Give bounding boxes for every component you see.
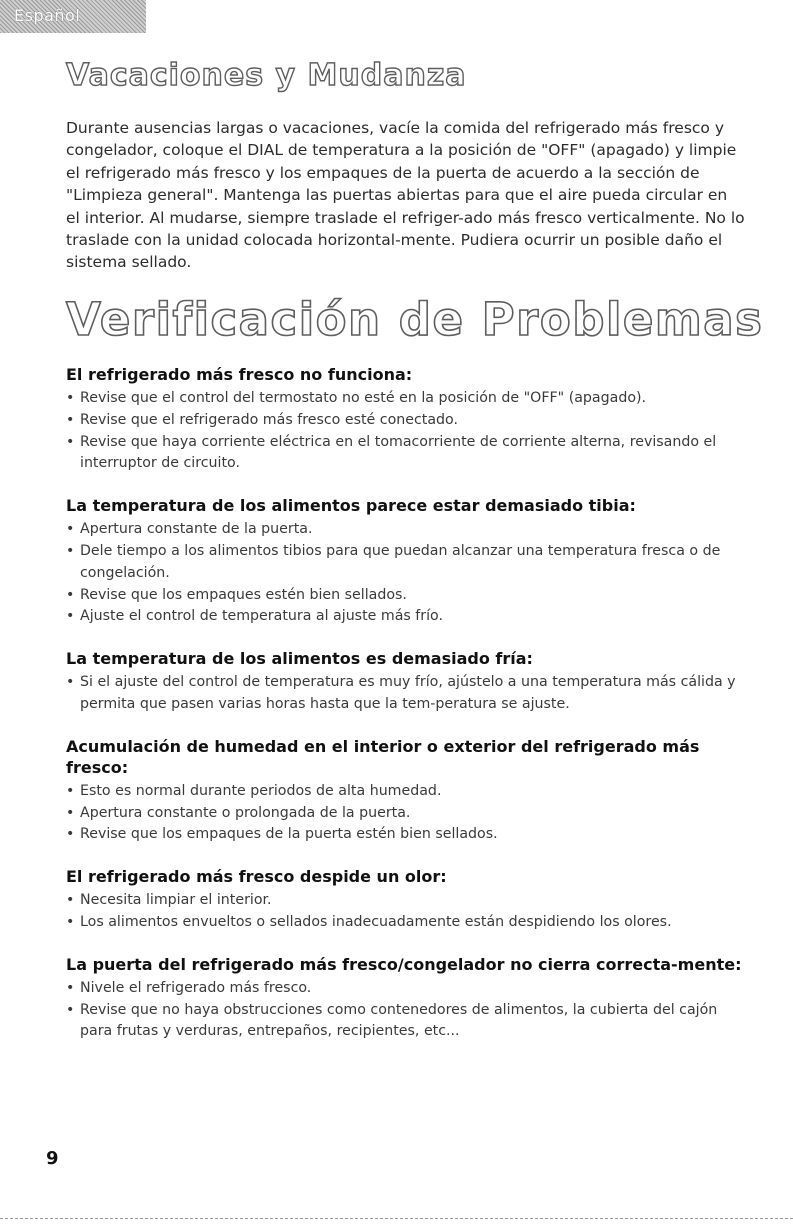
problem-item: • Necesita limpiar el interior. xyxy=(66,890,746,912)
problem-item: • Apertura constante de la puerta. xyxy=(66,519,746,541)
problem-title: Acumulación de humedad en el interior o exterior del refrigerado más fresco: xyxy=(66,736,700,777)
problem-list xyxy=(66,672,746,716)
problem-item: • Los alimentos envueltos o sellados inadecuadamente están despidiendo los olores. xyxy=(66,912,746,934)
page-bottom-rule xyxy=(0,1218,793,1219)
problem-section xyxy=(66,648,746,716)
problem-list xyxy=(66,890,746,934)
problem-item: • Revise que los empaques estén bien sellados. xyxy=(66,585,746,607)
problem-list xyxy=(66,978,746,1043)
language-tab-label: Español xyxy=(14,6,81,25)
troubleshooting-heading: Verificación de Problemas xyxy=(66,293,764,346)
problem-item: • Nivele el refrigerado más fresco. xyxy=(66,978,746,1000)
problem-title: El refrigerado más fresco no funciona: xyxy=(66,365,413,384)
problem-item: • Revise que los empaques de la puerta estén bien sellados. xyxy=(66,824,746,846)
problem-list xyxy=(66,388,746,475)
problem-title: La temperatura de los alimentos parece estar demasiado tibia: xyxy=(66,496,636,516)
problem-title: La puerta del refrigerado más fresco/congelador no cierra correcta-mente: xyxy=(66,954,742,974)
language-tab xyxy=(0,0,146,33)
problem-item: • Si el ajuste del control de temperatura es muy frío, ajústelo a una temperatura más cálida y permita que pasen varias horas hasta que la tem-peratura se ajuste. xyxy=(66,672,746,716)
problem-section xyxy=(66,954,746,1043)
problem-list xyxy=(66,519,746,628)
problem-title: El refrigerado más fresco despide un olor: xyxy=(66,867,447,887)
problem-list xyxy=(66,781,746,846)
problem-section xyxy=(66,736,746,846)
problem-item: • Esto es normal durante periodos de alta humedad. xyxy=(66,781,746,803)
problem-item: • Revise que el refrigerado más fresco esté conectado. xyxy=(66,410,746,432)
problem-section xyxy=(66,364,746,475)
problem-title: La temperatura de los alimentos es demasiado fría: xyxy=(66,649,533,669)
problem-item: • Ajuste el control de temperatura al ajuste más frío. xyxy=(66,606,746,628)
problem-item: • Revise que el control del termostato no esté en la posición de "OFF" (apagado). xyxy=(66,388,746,410)
problem-item: • Dele tiempo a los alimentos tibios para que puedan alcanzar una temperatura fresca o de congelación. xyxy=(66,541,746,585)
problem-item: • Apertura constante o prolongada de la puerta. xyxy=(66,803,746,825)
problem-item: • Revise que no haya obstrucciones como contenedores de alimentos, la cubierta del cajón para frutas y verduras, entrepaños, recipientes, etc... xyxy=(66,1000,746,1044)
vacaciones-paragraph: Durante ausencias largas o vacaciones, vacíe la comida del refrigerado más fresco y congelador, coloque el DIAL de temperatura a la posición de "OFF" (apagado) y limpie el refrigerado más fresco y los empaques de la puerta de acuerdo a la sección de "Limpieza general". Mantenga las puertas abiertas para que el aire pueda circular en el interior. Al mudarse, siempre traslade el refriger-ado más fresco verticalmente. No lo traslade con la unidad colocada horizontal-mente. Pudiera ocurrir un posible daño el sistema sellado. xyxy=(66,119,745,272)
vacaciones-heading: Vacaciones y Mudanza xyxy=(66,58,467,93)
problem-section xyxy=(66,495,746,628)
problem-item: • Revise que haya corriente eléctrica en el tomacorriente de corriente alterna, revisando el interruptor de circuito. xyxy=(66,432,746,476)
page-number: 9 xyxy=(46,1148,59,1169)
troubleshooting-sections xyxy=(66,364,746,1063)
problem-section xyxy=(66,866,746,934)
